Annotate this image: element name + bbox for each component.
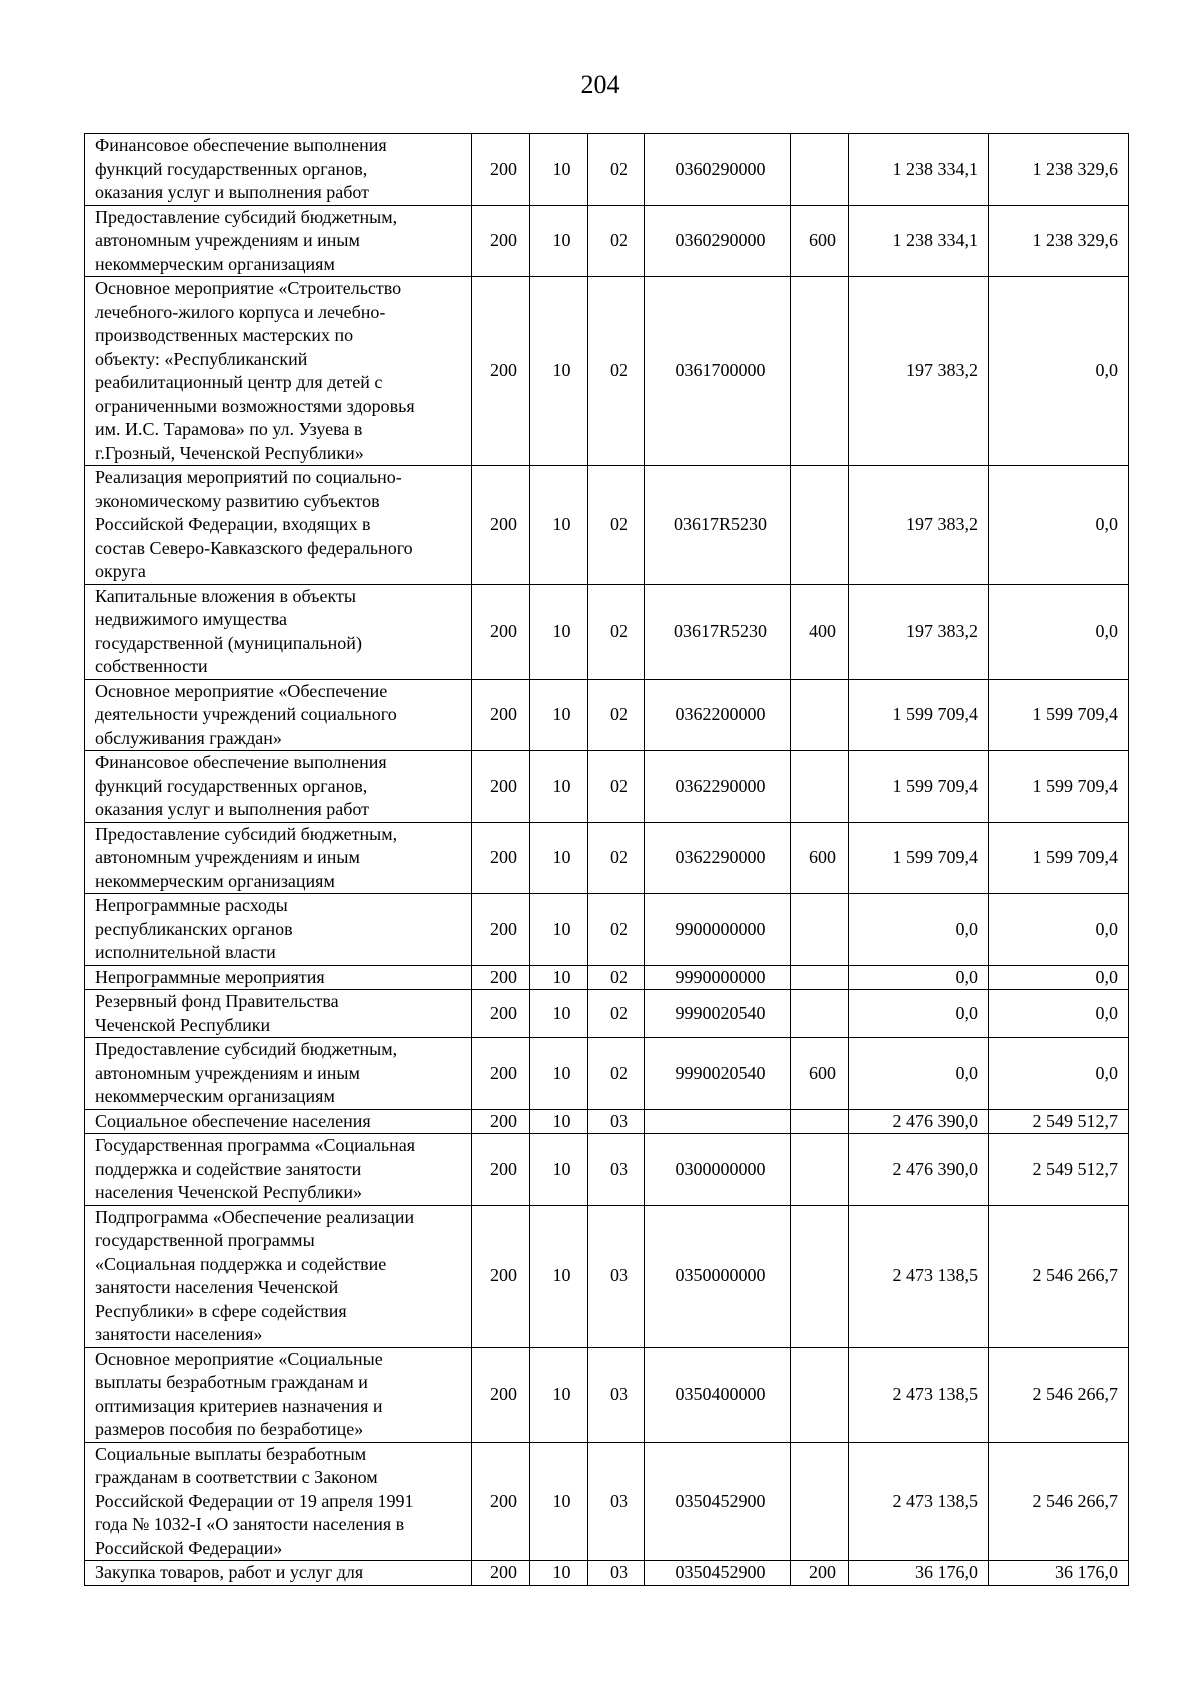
table-row xyxy=(85,277,1129,466)
expense-name-text: Социальные выплаты безработным гражданам в соответствии с Законом Российской Федерации от 19 апреля 1991 года № 1032-I «О занятости населения в Российской Федерации» xyxy=(95,1443,414,1558)
section-code-cell xyxy=(530,751,588,823)
target-article-text: 9990000000 xyxy=(675,966,766,987)
amount-year1-text: 0,0 xyxy=(955,1062,978,1083)
expense-type-cell xyxy=(791,679,849,751)
target-article-text: 9990020540 xyxy=(675,1002,766,1023)
expense-name-text: Государственная программа «Социальная поддержка и содействие занятости населения Чеченской Республики» xyxy=(95,1135,415,1202)
section-code-text: 10 xyxy=(552,1158,571,1179)
target-article-text: 0300000000 xyxy=(675,1158,766,1179)
target-article-cell xyxy=(645,751,791,823)
expense-type-cell xyxy=(791,277,849,466)
ministry-code-text: 200 xyxy=(490,230,517,250)
amount-year1-text: 1 599 709,4 xyxy=(892,704,978,724)
ministry-code-cell xyxy=(472,990,530,1038)
table-row xyxy=(85,679,1129,751)
expense-name-cell xyxy=(85,990,472,1038)
amount-year2-cell xyxy=(989,751,1129,823)
subsection-code-cell xyxy=(588,990,645,1038)
subsection-code-text: 02 xyxy=(610,966,628,987)
expense-type-cell xyxy=(791,1347,849,1442)
table-body xyxy=(85,134,1129,1586)
subsection-code-cell xyxy=(588,1109,645,1134)
page-number: 204 xyxy=(580,70,620,99)
amount-year2-text: 0,0 xyxy=(1095,620,1118,641)
expense-name-cell xyxy=(85,1109,472,1134)
amount-year2-cell xyxy=(989,965,1129,990)
expense-type-text: 600 xyxy=(809,1062,836,1083)
target-article-text: 0360290000 xyxy=(675,158,766,179)
expense-type-cell xyxy=(791,1134,849,1206)
expense-type-cell xyxy=(791,584,849,679)
subsection-code-text: 02 xyxy=(610,704,628,724)
amount-year2-text: 1 599 709,4 xyxy=(1032,775,1118,796)
target-article-text: 0360290000 xyxy=(675,230,766,250)
expense-type-cell xyxy=(791,1205,849,1347)
expense-name-cell xyxy=(85,1038,472,1110)
expense-type-cell xyxy=(791,205,849,277)
table-row xyxy=(85,965,1129,990)
ministry-code-text: 200 xyxy=(490,360,517,381)
target-article-cell xyxy=(645,205,791,277)
expense-type-cell xyxy=(791,134,849,206)
ministry-code-cell xyxy=(472,1205,530,1347)
ministry-code-text: 200 xyxy=(490,1062,517,1083)
target-article-cell xyxy=(645,134,791,206)
subsection-code-cell xyxy=(588,679,645,751)
ministry-code-cell xyxy=(472,1347,530,1442)
expense-name-text: Подпрограмма «Обеспечение реализации государственной программы «Социальная поддержка и содействие занятости населения Чеченской Республики» в сфере содействия занятости населения» xyxy=(95,1206,415,1344)
expense-name-cell xyxy=(85,965,472,990)
amount-year2-cell xyxy=(989,679,1129,751)
amount-year2-cell xyxy=(989,1442,1129,1561)
amount-year2-cell xyxy=(989,822,1129,894)
table-row xyxy=(85,990,1129,1038)
section-code-text: 10 xyxy=(552,1062,571,1083)
section-code-cell xyxy=(530,679,588,751)
amount-year2-cell xyxy=(989,205,1129,277)
expense-type-cell xyxy=(791,1038,849,1110)
amount-year1-text: 1 599 709,4 xyxy=(892,847,978,867)
section-code-cell xyxy=(530,205,588,277)
subsection-code-text: 03 xyxy=(610,1158,628,1179)
target-article-cell xyxy=(645,822,791,894)
amount-year1-cell xyxy=(849,1347,989,1442)
amount-year2-text: 0,0 xyxy=(1095,918,1118,939)
amount-year1-cell xyxy=(849,584,989,679)
expense-name-cell xyxy=(85,466,472,585)
subsection-code-cell xyxy=(588,134,645,206)
expense-name-text: Непрограммные мероприятия xyxy=(95,966,325,987)
ministry-code-text: 200 xyxy=(490,158,517,179)
expense-name-cell xyxy=(85,134,472,206)
subsection-code-text: 02 xyxy=(610,230,628,250)
amount-year2-text: 1 238 329,6 xyxy=(1032,158,1118,179)
ministry-code-cell xyxy=(472,965,530,990)
ministry-code-cell xyxy=(472,822,530,894)
subsection-code-text: 02 xyxy=(610,918,628,939)
amount-year2-text: 2 546 266,7 xyxy=(1032,1383,1118,1404)
subsection-code-cell xyxy=(588,584,645,679)
expense-name-text: Социальное обеспечение населения xyxy=(95,1110,371,1131)
amount-year1-text: 197 383,2 xyxy=(906,514,978,534)
table-row xyxy=(85,205,1129,277)
target-article-cell xyxy=(645,965,791,990)
subsection-code-text: 02 xyxy=(610,775,628,796)
amount-year2-text: 2 546 266,7 xyxy=(1032,1490,1118,1511)
amount-year1-text: 2 476 390,0 xyxy=(892,1110,978,1131)
section-code-cell xyxy=(530,1442,588,1561)
expense-name-text: Финансовое обеспечение выполнения функций государственных органов, оказания услуг и выполнения работ xyxy=(95,752,387,819)
subsection-code-cell xyxy=(588,205,645,277)
table-row xyxy=(85,894,1129,966)
expense-type-cell xyxy=(791,894,849,966)
target-article-cell xyxy=(645,1347,791,1442)
amount-year1-cell xyxy=(849,822,989,894)
ministry-code-cell xyxy=(472,1134,530,1206)
amount-year1-text: 2 473 138,5 xyxy=(892,1490,978,1511)
amount-year1-cell xyxy=(849,679,989,751)
target-article-text: 03617R5230 xyxy=(673,620,767,641)
amount-year2-text: 36 176,0 xyxy=(1055,1562,1118,1582)
ministry-code-cell xyxy=(472,584,530,679)
amount-year1-text: 1 238 334,1 xyxy=(892,158,978,179)
amount-year2-text: 2 549 512,7 xyxy=(1032,1158,1118,1179)
expense-type-cell xyxy=(791,466,849,585)
amount-year1-cell xyxy=(849,1134,989,1206)
amount-year2-text: 0,0 xyxy=(1095,514,1118,534)
target-article-text: 9990020540 xyxy=(675,1062,766,1083)
expense-name-cell xyxy=(85,1134,472,1206)
ministry-code-cell xyxy=(472,466,530,585)
subsection-code-text: 03 xyxy=(610,1490,628,1511)
ministry-code-cell xyxy=(472,277,530,466)
section-code-cell xyxy=(530,134,588,206)
section-code-text: 10 xyxy=(552,704,571,724)
section-code-text: 10 xyxy=(552,158,571,179)
expense-type-cell xyxy=(791,965,849,990)
section-code-cell xyxy=(530,822,588,894)
expense-type-text: 200 xyxy=(809,1562,836,1582)
expense-name-cell xyxy=(85,205,472,277)
subsection-code-cell xyxy=(588,822,645,894)
section-code-cell xyxy=(530,1134,588,1206)
section-code-cell xyxy=(530,965,588,990)
amount-year1-cell xyxy=(849,466,989,585)
expense-name-cell xyxy=(85,751,472,823)
expense-type-cell xyxy=(791,822,849,894)
amount-year1-text: 197 383,2 xyxy=(906,620,978,641)
ministry-code-text: 200 xyxy=(490,704,517,724)
target-article-text: 0362290000 xyxy=(675,847,766,867)
amount-year2-cell xyxy=(989,1561,1129,1586)
section-code-cell xyxy=(530,990,588,1038)
expense-name-text: Основное мероприятие «Строительство лечебного-жилого корпуса и лечебно- производственных мастерских по объекту: «Республиканский реабилитационный центр для детей с ограниченными возможностями здоровья им. И.С. Тарамова» по ул. Узуева в г.Грозный, Чеченской Республики» xyxy=(95,278,415,463)
subsection-code-text: 02 xyxy=(610,158,628,179)
ministry-code-text: 200 xyxy=(490,1265,517,1286)
table-row xyxy=(85,1442,1129,1561)
ministry-code-text: 200 xyxy=(490,1158,517,1179)
table-row xyxy=(85,1038,1129,1110)
expense-type-text: 400 xyxy=(809,620,836,641)
ministry-code-cell xyxy=(472,134,530,206)
amount-year2-cell xyxy=(989,1205,1129,1347)
table-row xyxy=(85,466,1129,585)
ministry-code-text: 200 xyxy=(490,775,517,796)
expense-name-cell xyxy=(85,1347,472,1442)
amount-year2-cell xyxy=(989,466,1129,585)
subsection-code-cell xyxy=(588,1038,645,1110)
section-code-text: 10 xyxy=(552,1490,571,1511)
target-article-text: 0350400000 xyxy=(675,1383,766,1404)
amount-year1-text: 2 476 390,0 xyxy=(892,1158,978,1179)
expense-type-cell xyxy=(791,1442,849,1561)
section-code-text: 10 xyxy=(552,1265,571,1286)
table-row xyxy=(85,1347,1129,1442)
section-code-text: 10 xyxy=(552,775,571,796)
amount-year1-text: 0,0 xyxy=(955,1002,978,1023)
target-article-text: 9900000000 xyxy=(675,918,766,939)
expense-name-cell xyxy=(85,277,472,466)
amount-year2-text: 1 599 709,4 xyxy=(1032,704,1118,724)
amount-year2-cell xyxy=(989,894,1129,966)
section-code-text: 10 xyxy=(552,847,571,867)
table-row xyxy=(85,584,1129,679)
section-code-text: 10 xyxy=(552,1562,571,1582)
section-code-text: 10 xyxy=(552,918,571,939)
target-article-cell xyxy=(645,1561,791,1586)
subsection-code-text: 03 xyxy=(610,1265,628,1286)
target-article-text: 0361700000 xyxy=(675,360,766,381)
expense-name-text: Реализация мероприятий по социально- экономическому развитию субъектов Российской Федерации, входящих в состав Северо-Кавказского федерального округа xyxy=(95,467,413,581)
ministry-code-text: 200 xyxy=(490,1490,517,1511)
expense-type-text: 600 xyxy=(809,230,836,250)
expense-type-cell xyxy=(791,751,849,823)
target-article-cell xyxy=(645,1442,791,1561)
subsection-code-text: 02 xyxy=(610,1062,628,1083)
subsection-code-cell xyxy=(588,1134,645,1206)
subsection-code-cell xyxy=(588,894,645,966)
amount-year1-cell xyxy=(849,1205,989,1347)
amount-year1-cell xyxy=(849,751,989,823)
subsection-code-cell xyxy=(588,466,645,585)
subsection-code-cell xyxy=(588,965,645,990)
section-code-text: 10 xyxy=(552,1110,571,1131)
target-article-cell xyxy=(645,894,791,966)
subsection-code-cell xyxy=(588,1561,645,1586)
section-code-cell xyxy=(530,466,588,585)
section-code-text: 10 xyxy=(552,514,571,534)
subsection-code-text: 02 xyxy=(610,847,628,867)
ministry-code-cell xyxy=(472,1109,530,1134)
amount-year1-cell xyxy=(849,894,989,966)
amount-year2-cell xyxy=(989,277,1129,466)
amount-year2-text: 1 599 709,4 xyxy=(1032,847,1118,867)
ministry-code-text: 200 xyxy=(490,620,517,641)
subsection-code-cell xyxy=(588,1442,645,1561)
amount-year1-cell xyxy=(849,965,989,990)
target-article-cell xyxy=(645,277,791,466)
target-article-text: 0350000000 xyxy=(675,1265,766,1286)
amount-year2-text: 2 546 266,7 xyxy=(1032,1265,1118,1286)
amount-year2-cell xyxy=(989,1134,1129,1206)
amount-year1-cell xyxy=(849,990,989,1038)
expense-name-cell xyxy=(85,894,472,966)
amount-year1-text: 0,0 xyxy=(955,918,978,939)
expense-name-cell xyxy=(85,679,472,751)
subsection-code-text: 03 xyxy=(610,1110,628,1131)
expense-type-cell xyxy=(791,1109,849,1134)
expense-name-cell xyxy=(85,1442,472,1561)
subsection-code-text: 02 xyxy=(610,620,628,641)
amount-year2-cell xyxy=(989,1038,1129,1110)
expense-name-cell xyxy=(85,584,472,679)
target-article-cell xyxy=(645,679,791,751)
target-article-text: 0362290000 xyxy=(675,775,766,796)
amount-year2-text: 0,0 xyxy=(1095,1062,1118,1083)
section-code-text: 10 xyxy=(552,230,571,250)
amount-year2-text: 1 238 329,6 xyxy=(1032,230,1118,250)
ministry-code-cell xyxy=(472,679,530,751)
amount-year2-text: 2 549 512,7 xyxy=(1032,1110,1118,1131)
budget-table xyxy=(84,133,1129,1586)
amount-year1-cell xyxy=(849,277,989,466)
section-code-cell xyxy=(530,277,588,466)
subsection-code-text: 03 xyxy=(610,1383,628,1404)
section-code-text: 10 xyxy=(552,360,571,381)
amount-year1-cell xyxy=(849,1561,989,1586)
amount-year2-cell xyxy=(989,1109,1129,1134)
target-article-cell xyxy=(645,1134,791,1206)
expense-name-text: Предоставление субсидий бюджетным, автономным учреждениям и иным некоммерческим организациям xyxy=(95,206,398,274)
target-article-cell xyxy=(645,584,791,679)
amount-year2-text: 0,0 xyxy=(1095,1002,1118,1023)
expense-name-text: Основное мероприятие «Социальные выплаты безработным гражданам и оптимизация критериев назначения и размеров пособия по безработице» xyxy=(95,1348,383,1439)
section-code-cell xyxy=(530,1038,588,1110)
section-code-text: 10 xyxy=(552,966,571,987)
ministry-code-cell xyxy=(472,205,530,277)
table-row xyxy=(85,1109,1129,1134)
amount-year2-cell xyxy=(989,134,1129,206)
ministry-code-text: 200 xyxy=(490,1002,517,1023)
ministry-code-cell xyxy=(472,1561,530,1586)
table-row xyxy=(85,1205,1129,1347)
amount-year1-cell xyxy=(849,205,989,277)
amount-year1-cell xyxy=(849,1109,989,1134)
subsection-code-text: 02 xyxy=(610,514,628,534)
table-row xyxy=(85,822,1129,894)
target-article-text: 0362200000 xyxy=(675,704,766,724)
amount-year2-text: 0,0 xyxy=(1095,360,1118,381)
amount-year1-cell xyxy=(849,134,989,206)
target-article-cell xyxy=(645,990,791,1038)
ministry-code-text: 200 xyxy=(490,1562,517,1582)
expense-name-text: Предоставление субсидий бюджетным, автономным учреждениям и иным некоммерческим организациям xyxy=(95,1039,398,1106)
table-row xyxy=(85,1561,1129,1586)
target-article-text: 0350452900 xyxy=(675,1562,766,1582)
ministry-code-cell xyxy=(472,894,530,966)
expense-name-cell xyxy=(85,1561,472,1586)
section-code-cell xyxy=(530,1109,588,1134)
expense-name-text: Предоставление субсидий бюджетным, автономным учреждениям и иным некоммерческим организациям xyxy=(95,823,398,891)
expense-type-text: 600 xyxy=(809,847,836,867)
section-code-text: 10 xyxy=(552,1383,571,1404)
expense-name-text: Закупка товаров, работ и услуг для xyxy=(95,1562,364,1582)
section-code-cell xyxy=(530,1347,588,1442)
amount-year2-cell xyxy=(989,584,1129,679)
ministry-code-cell xyxy=(472,751,530,823)
target-article-cell xyxy=(645,1109,791,1134)
ministry-code-cell xyxy=(472,1442,530,1561)
amount-year1-text: 197 383,2 xyxy=(906,360,978,381)
subsection-code-cell xyxy=(588,1347,645,1442)
subsection-code-text: 02 xyxy=(610,1002,628,1023)
table-row xyxy=(85,751,1129,823)
target-article-cell xyxy=(645,1038,791,1110)
ministry-code-cell xyxy=(472,1038,530,1110)
subsection-code-cell xyxy=(588,751,645,823)
subsection-code-cell xyxy=(588,1205,645,1347)
section-code-cell xyxy=(530,894,588,966)
expense-name-text: Финансовое обеспечение выполнения функций государственных органов, оказания услуг и выполнения работ xyxy=(95,135,387,202)
subsection-code-text: 02 xyxy=(610,360,628,381)
amount-year1-cell xyxy=(849,1038,989,1110)
section-code-cell xyxy=(530,1205,588,1347)
expense-name-cell xyxy=(85,822,472,894)
expense-name-text: Основное мероприятие «Обеспечение деятельности учреждений социального обслуживания граждан» xyxy=(95,680,397,748)
amount-year1-text: 36 176,0 xyxy=(915,1562,978,1582)
target-article-cell xyxy=(645,466,791,585)
table-row xyxy=(85,1134,1129,1206)
target-article-text: 03617R5230 xyxy=(673,514,767,534)
subsection-code-text: 03 xyxy=(610,1562,628,1582)
target-article-cell xyxy=(645,1205,791,1347)
amount-year1-cell xyxy=(849,1442,989,1561)
expense-type-cell xyxy=(791,990,849,1038)
expense-name-text: Резервный фонд Правительства Чеченской Республики xyxy=(95,991,339,1035)
target-article-text: 0350452900 xyxy=(675,1490,766,1511)
table-row xyxy=(85,134,1129,206)
amount-year1-text: 2 473 138,5 xyxy=(892,1383,978,1404)
amount-year1-text: 1 599 709,4 xyxy=(892,775,978,796)
ministry-code-text: 200 xyxy=(490,847,517,867)
ministry-code-text: 200 xyxy=(490,1110,517,1131)
section-code-text: 10 xyxy=(552,1002,571,1023)
amount-year2-cell xyxy=(989,1347,1129,1442)
expense-name-text: Капитальные вложения в объекты недвижимого имущества государственной (муниципальной) собственности xyxy=(95,585,362,676)
ministry-code-text: 200 xyxy=(490,1383,517,1404)
section-code-text: 10 xyxy=(552,620,571,641)
amount-year1-text: 1 238 334,1 xyxy=(892,230,978,250)
section-code-cell xyxy=(530,1561,588,1586)
amount-year2-text: 0,0 xyxy=(1095,966,1118,987)
ministry-code-text: 200 xyxy=(490,966,517,987)
subsection-code-cell xyxy=(588,277,645,466)
amount-year1-text: 0,0 xyxy=(955,966,978,987)
amount-year2-cell xyxy=(989,990,1129,1038)
amount-year1-text: 2 473 138,5 xyxy=(892,1265,978,1286)
expense-name-cell xyxy=(85,1205,472,1347)
expense-type-cell xyxy=(791,1561,849,1586)
section-code-cell xyxy=(530,584,588,679)
ministry-code-text: 200 xyxy=(490,514,517,534)
expense-name-text: Непрограммные расходы республиканских органов исполнительной власти xyxy=(95,895,293,962)
ministry-code-text: 200 xyxy=(490,918,517,939)
